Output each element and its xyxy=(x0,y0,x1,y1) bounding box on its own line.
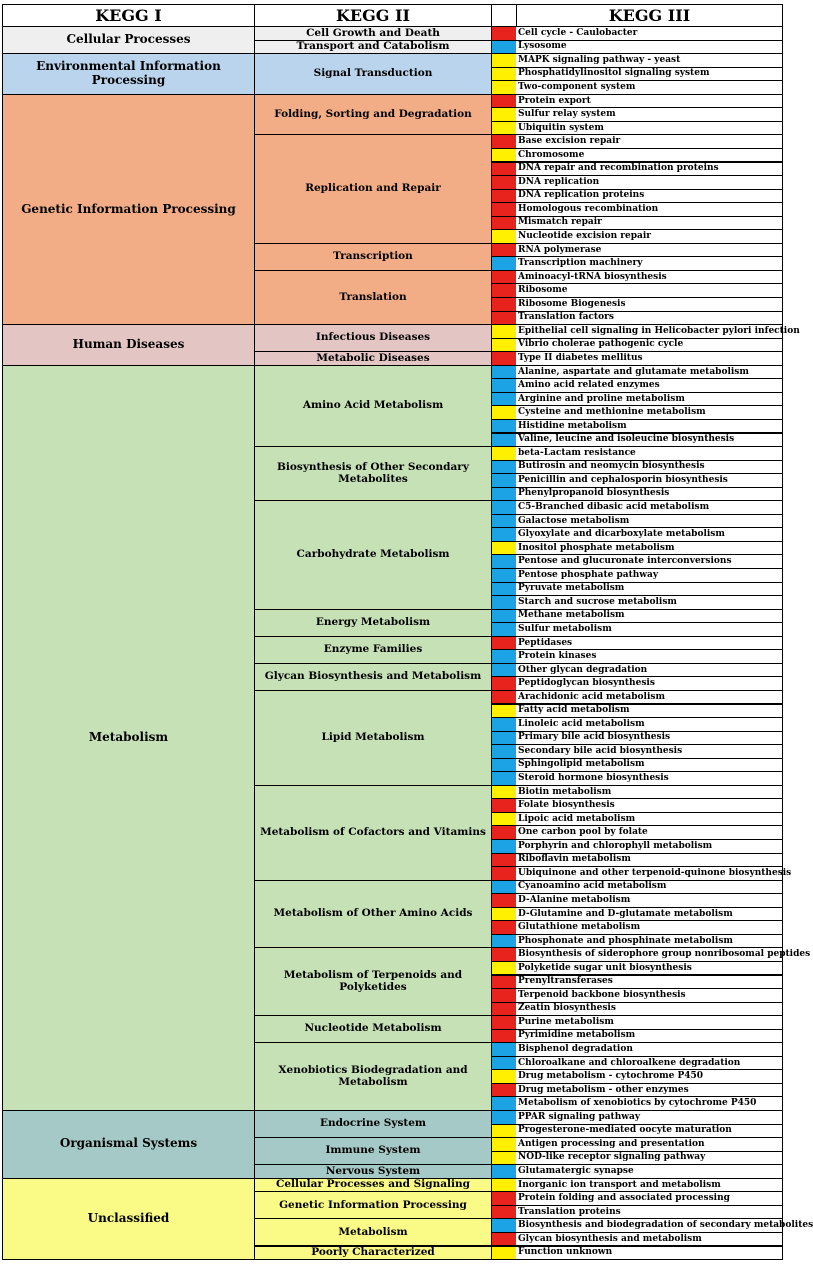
kegg-iii-pathway: Valine, leucine and isoleucine biosynthesis xyxy=(516,433,783,448)
kegg-iii-pathway: Cysteine and methionine metabolism xyxy=(516,405,783,420)
kegg-iii-pathway: Alanine, aspartate and glutamate metabolism xyxy=(516,365,783,380)
color-swatch xyxy=(491,853,517,868)
kegg-ii-subcategory: Cell Growth and Death xyxy=(254,26,492,41)
kegg-iii-pathway: Phosphonate and phosphinate metabolism xyxy=(516,934,783,949)
color-swatch xyxy=(491,134,517,149)
kegg-ii-subcategory: Genetic Information Processing xyxy=(254,1191,492,1219)
kegg-iii-pathway: Arachidonic acid metabolism xyxy=(516,690,783,705)
color-swatch xyxy=(491,40,517,55)
color-swatch xyxy=(491,961,517,976)
color-swatch xyxy=(491,419,517,434)
kegg-ii-subcategory: Cellular Processes and Signaling xyxy=(254,1178,492,1193)
color-swatch xyxy=(491,988,517,1003)
kegg-iii-pathway: Translation factors xyxy=(516,311,783,326)
kegg-iii-pathway: Riboflavin metabolism xyxy=(516,853,783,868)
kegg-ii-subcategory: Glycan Biosynthesis and Metabolism xyxy=(254,663,492,691)
color-swatch xyxy=(491,216,517,231)
kegg-iii-pathway: Glutathione metabolism xyxy=(516,920,783,935)
kegg-ii-subcategory: Poorly Characterized xyxy=(254,1246,492,1261)
kegg-ii-subcategory: Transcription xyxy=(254,243,492,271)
kegg-iii-pathway: Pyrimidine metabolism xyxy=(516,1029,783,1044)
color-swatch xyxy=(491,798,517,813)
kegg-iii-pathway: Pentose phosphate pathway xyxy=(516,568,783,583)
kegg-iii-pathway: Histidine metabolism xyxy=(516,419,783,434)
color-swatch xyxy=(491,663,517,678)
color-swatch xyxy=(491,338,517,353)
kegg-iii-pathway: beta-Lactam resistance xyxy=(516,446,783,461)
color-swatch xyxy=(491,1151,517,1166)
color-swatch xyxy=(491,433,517,448)
kegg-ii-subcategory: Amino Acid Metabolism xyxy=(254,365,492,447)
color-swatch xyxy=(491,121,517,136)
color-swatch xyxy=(491,609,517,624)
kegg-iii-pathway: Steroid hormone biosynthesis xyxy=(516,771,783,786)
kegg-iii-pathway: Peptidoglycan biosynthesis xyxy=(516,676,783,691)
color-swatch xyxy=(491,704,517,719)
kegg-ii-subcategory: Biosynthesis of Other Secondary Metabolites xyxy=(254,446,492,501)
kegg-iii-pathway: MAPK signaling pathway - yeast xyxy=(516,53,783,68)
kegg-iii-pathway: Cyanoamino acid metabolism xyxy=(516,880,783,895)
kegg-ii-subcategory: Enzyme Families xyxy=(254,636,492,664)
kegg-iii-pathway: Phosphatidylinositol signaling system xyxy=(516,67,783,82)
kegg-iii-pathway: Biosynthesis of siderophore group nonribosomal peptides xyxy=(516,947,783,962)
color-swatch xyxy=(491,771,517,786)
color-swatch xyxy=(491,1083,517,1098)
kegg-iii-pathway: Type II diabetes mellitus xyxy=(516,351,783,366)
kegg-iii-pathway: Phenylpropanoid biosynthesis xyxy=(516,487,783,502)
kegg-iii-pathway: D-Alanine metabolism xyxy=(516,893,783,908)
color-swatch xyxy=(491,202,517,217)
color-swatch xyxy=(491,1015,517,1030)
kegg-ii-subcategory: Lipid Metabolism xyxy=(254,690,492,786)
kegg-iii-pathway: Ubiquinone and other terpenoid-quinone biosynthesis xyxy=(516,866,783,881)
color-swatch xyxy=(491,582,517,597)
color-swatch xyxy=(491,1110,517,1125)
color-swatch xyxy=(491,148,517,163)
kegg-iii-pathway: Ubiquitin system xyxy=(516,121,783,136)
kegg-ii-subcategory: Metabolism of Terpenoids and Polyketides xyxy=(254,947,492,1016)
kegg-iii-pathway: Aminoacyl-tRNA biosynthesis xyxy=(516,270,783,285)
kegg-iii-pathway: Protein folding and associated processing xyxy=(516,1191,783,1206)
kegg-ii-subcategory: Metabolism of Other Amino Acids xyxy=(254,880,492,949)
kegg-iii-pathway: Protein export xyxy=(516,94,783,109)
kegg-iii-pathway: Base excision repair xyxy=(516,134,783,149)
kegg-iii-pathway: Nucleotide excision repair xyxy=(516,229,783,244)
header-kegg-i: KEGG I xyxy=(2,4,255,27)
header-kegg-iii: KEGG III xyxy=(516,4,783,27)
kegg-i-category: Cellular Processes xyxy=(2,26,255,54)
color-swatch xyxy=(491,243,517,258)
kegg-iii-pathway: Methane metabolism xyxy=(516,609,783,624)
color-swatch xyxy=(491,487,517,502)
kegg-iii-pathway: One carbon pool by folate xyxy=(516,825,783,840)
color-swatch xyxy=(491,67,517,82)
kegg-iii-pathway: Pentose and glucuronate interconversions xyxy=(516,554,783,569)
color-swatch xyxy=(491,975,517,990)
color-swatch xyxy=(491,839,517,854)
color-swatch xyxy=(491,107,517,122)
kegg-iii-pathway: Polyketide sugar unit biosynthesis xyxy=(516,961,783,976)
color-swatch xyxy=(491,1042,517,1057)
kegg-iii-pathway: Terpenoid backbone biosynthesis xyxy=(516,988,783,1003)
kegg-iii-pathway: Glyoxylate and dicarboxylate metabolism xyxy=(516,527,783,542)
color-swatch xyxy=(491,1002,517,1017)
kegg-iii-pathway: Inositol phosphate metabolism xyxy=(516,541,783,556)
kegg-iii-pathway: Other glycan degradation xyxy=(516,663,783,678)
kegg-ii-subcategory: Nucleotide Metabolism xyxy=(254,1015,492,1043)
kegg-i-category: Metabolism xyxy=(2,365,255,1111)
kegg-iii-pathway: Arginine and proline metabolism xyxy=(516,392,783,407)
color-swatch xyxy=(491,405,517,420)
kegg-ii-subcategory: Transport and Catabolism xyxy=(254,40,492,55)
kegg-iii-pathway: DNA repair and recombination proteins xyxy=(516,162,783,177)
kegg-ii-subcategory: Translation xyxy=(254,270,492,325)
color-swatch xyxy=(491,676,517,691)
kegg-iii-pathway: Prenyltransferases xyxy=(516,975,783,990)
color-swatch xyxy=(491,283,517,298)
kegg-iii-pathway: Glutamatergic synapse xyxy=(516,1164,783,1179)
color-swatch xyxy=(491,866,517,881)
kegg-ii-subcategory: Endocrine System xyxy=(254,1110,492,1138)
kegg-i-category: Human Diseases xyxy=(2,324,255,366)
kegg-ii-subcategory: Immune System xyxy=(254,1137,492,1165)
color-swatch xyxy=(491,1218,517,1233)
kegg-iii-pathway: Amino acid related enzymes xyxy=(516,378,783,393)
color-swatch xyxy=(491,256,517,271)
color-swatch xyxy=(491,1029,517,1044)
kegg-iii-pathway: PPAR signaling pathway xyxy=(516,1110,783,1125)
color-swatch xyxy=(491,365,517,380)
kegg-i-category: Genetic Information Processing xyxy=(2,94,255,325)
kegg-iii-pathway: Biotin metabolism xyxy=(516,785,783,800)
color-swatch xyxy=(491,649,517,664)
color-swatch xyxy=(491,595,517,610)
kegg-iii-pathway: Secondary bile acid biosynthesis xyxy=(516,744,783,759)
kegg-iii-pathway: Mismatch repair xyxy=(516,216,783,231)
color-swatch xyxy=(491,53,517,68)
color-swatch xyxy=(491,622,517,637)
kegg-iii-pathway: DNA replication proteins xyxy=(516,189,783,204)
kegg-iii-pathway: Inorganic ion transport and metabolism xyxy=(516,1178,783,1193)
color-swatch xyxy=(491,26,517,41)
kegg-ii-subcategory: Energy Metabolism xyxy=(254,609,492,637)
kegg-ii-subcategory: Folding, Sorting and Degradation xyxy=(254,94,492,136)
kegg-iii-pathway: D-Glutamine and D-glutamate metabolism xyxy=(516,907,783,922)
kegg-iii-pathway: Homologous recombination xyxy=(516,202,783,217)
kegg-iii-pathway: Chloroalkane and chloroalkene degradation xyxy=(516,1056,783,1071)
kegg-iii-pathway: Porphyrin and chlorophyll metabolism xyxy=(516,839,783,854)
kegg-iii-pathway: Linoleic acid metabolism xyxy=(516,717,783,732)
color-swatch xyxy=(491,1056,517,1071)
kegg-ii-subcategory: Replication and Repair xyxy=(254,134,492,243)
kegg-iii-pathway: Vibrio cholerae pathogenic cycle xyxy=(516,338,783,353)
color-swatch xyxy=(491,1124,517,1139)
color-swatch xyxy=(491,636,517,651)
kegg-iii-pathway: Ribosome xyxy=(516,283,783,298)
color-swatch xyxy=(491,514,517,529)
kegg-iii-pathway: Folate biosynthesis xyxy=(516,798,783,813)
kegg-iii-pathway: Pyruvate metabolism xyxy=(516,582,783,597)
color-swatch xyxy=(491,758,517,773)
kegg-ii-subcategory: Signal Transduction xyxy=(254,53,492,95)
color-swatch xyxy=(491,541,517,556)
color-swatch xyxy=(491,1096,517,1111)
header-kegg-ii: KEGG II xyxy=(254,4,492,27)
kegg-iii-pathway: Glycan biosynthesis and metabolism xyxy=(516,1232,783,1247)
color-swatch xyxy=(491,825,517,840)
color-swatch xyxy=(491,229,517,244)
color-swatch xyxy=(491,162,517,177)
color-swatch xyxy=(491,527,517,542)
color-swatch xyxy=(491,175,517,190)
kegg-iii-pathway: Purine metabolism xyxy=(516,1015,783,1030)
kegg-iii-pathway: DNA replication xyxy=(516,175,783,190)
kegg-i-category: Environmental Information Processing xyxy=(2,53,255,95)
kegg-ii-subcategory: Nervous System xyxy=(254,1164,492,1179)
kegg-iii-pathway: C5-Branched dibasic acid metabolism xyxy=(516,500,783,515)
color-swatch xyxy=(491,880,517,895)
color-swatch xyxy=(491,1205,517,1220)
kegg-iii-pathway: Transcription machinery xyxy=(516,256,783,271)
kegg-iii-pathway: Cell cycle - Caulobacter xyxy=(516,26,783,41)
kegg-iii-pathway: Primary bile acid biosynthesis xyxy=(516,731,783,746)
color-swatch xyxy=(491,189,517,204)
kegg-iii-pathway: Sulfur relay system xyxy=(516,107,783,122)
color-swatch xyxy=(491,812,517,827)
kegg-iii-pathway: RNA polymerase xyxy=(516,243,783,258)
color-swatch xyxy=(491,934,517,949)
kegg-iii-pathway: Zeatin biosynthesis xyxy=(516,1002,783,1017)
kegg-iii-pathway: Biosynthesis and biodegradation of secondary metabolites xyxy=(516,1218,783,1233)
kegg-ii-subcategory: Metabolism of Cofactors and Vitamins xyxy=(254,785,492,881)
kegg-iii-pathway: Progesterone-mediated oocyte maturation xyxy=(516,1124,783,1139)
color-swatch xyxy=(491,80,517,95)
color-swatch xyxy=(491,473,517,488)
kegg-iii-pathway: NOD-like receptor signaling pathway xyxy=(516,1151,783,1166)
color-swatch xyxy=(491,1246,517,1261)
kegg-iii-pathway: Drug metabolism - cytochrome P450 xyxy=(516,1069,783,1084)
color-swatch xyxy=(491,270,517,285)
kegg-i-category: Unclassified xyxy=(2,1178,255,1260)
kegg-ii-subcategory: Metabolism xyxy=(254,1218,492,1246)
kegg-iii-pathway: Function unknown xyxy=(516,1246,783,1261)
color-swatch xyxy=(491,947,517,962)
kegg-iii-pathway: Fatty acid metabolism xyxy=(516,704,783,719)
color-swatch xyxy=(491,378,517,393)
kegg-iii-pathway: Protein kinases xyxy=(516,649,783,664)
kegg-ii-subcategory: Carbohydrate Metabolism xyxy=(254,500,492,609)
color-swatch xyxy=(491,324,517,339)
kegg-iii-pathway: Butirosin and neomycin biosynthesis xyxy=(516,460,783,475)
kegg-iii-pathway: Starch and sucrose metabolism xyxy=(516,595,783,610)
color-swatch xyxy=(491,690,517,705)
kegg-ii-subcategory: Infectious Diseases xyxy=(254,324,492,352)
kegg-iii-pathway: Lysosome xyxy=(516,40,783,55)
kegg-iii-pathway: Sulfur metabolism xyxy=(516,622,783,637)
kegg-iii-pathway: Penicillin and cephalosporin biosynthesis xyxy=(516,473,783,488)
header-swatch xyxy=(491,4,517,27)
color-swatch xyxy=(491,893,517,908)
color-swatch xyxy=(491,1232,517,1247)
kegg-iii-pathway: Translation proteins xyxy=(516,1205,783,1220)
color-swatch xyxy=(491,94,517,109)
color-swatch xyxy=(491,907,517,922)
color-swatch xyxy=(491,1069,517,1084)
kegg-iii-pathway: Sphingolipid metabolism xyxy=(516,758,783,773)
color-swatch xyxy=(491,731,517,746)
color-swatch xyxy=(491,1178,517,1193)
kegg-iii-pathway: Drug metabolism - other enzymes xyxy=(516,1083,783,1098)
kegg-iii-pathway: Antigen processing and presentation xyxy=(516,1137,783,1152)
color-swatch xyxy=(491,920,517,935)
kegg-iii-pathway: Lipoic acid metabolism xyxy=(516,812,783,827)
color-swatch xyxy=(491,1191,517,1206)
color-swatch xyxy=(491,351,517,366)
color-swatch xyxy=(491,297,517,312)
color-swatch xyxy=(491,717,517,732)
color-swatch xyxy=(491,785,517,800)
color-swatch xyxy=(491,744,517,759)
kegg-ii-subcategory: Xenobiotics Biodegradation and Metabolism xyxy=(254,1042,492,1111)
color-swatch xyxy=(491,311,517,326)
color-swatch xyxy=(491,500,517,515)
color-swatch xyxy=(491,1164,517,1179)
kegg-iii-pathway: Chromosome xyxy=(516,148,783,163)
color-swatch xyxy=(491,392,517,407)
color-swatch xyxy=(491,554,517,569)
kegg-ii-subcategory: Metabolic Diseases xyxy=(254,351,492,366)
kegg-iii-pathway: Ribosome Biogenesis xyxy=(516,297,783,312)
kegg-iii-pathway: Metabolism of xenobiotics by cytochrome P450 xyxy=(516,1096,783,1111)
color-swatch xyxy=(491,568,517,583)
color-swatch xyxy=(491,446,517,461)
kegg-iii-pathway: Galactose metabolism xyxy=(516,514,783,529)
kegg-iii-pathway: Two-component system xyxy=(516,80,783,95)
kegg-iii-pathway: Bisphenol degradation xyxy=(516,1042,783,1057)
color-swatch xyxy=(491,460,517,475)
kegg-i-category: Organismal Systems xyxy=(2,1110,255,1179)
kegg-iii-pathway: Epithelial cell signaling in Helicobacter pylori infection xyxy=(516,324,783,339)
color-swatch xyxy=(491,1137,517,1152)
kegg-iii-pathway: Peptidases xyxy=(516,636,783,651)
